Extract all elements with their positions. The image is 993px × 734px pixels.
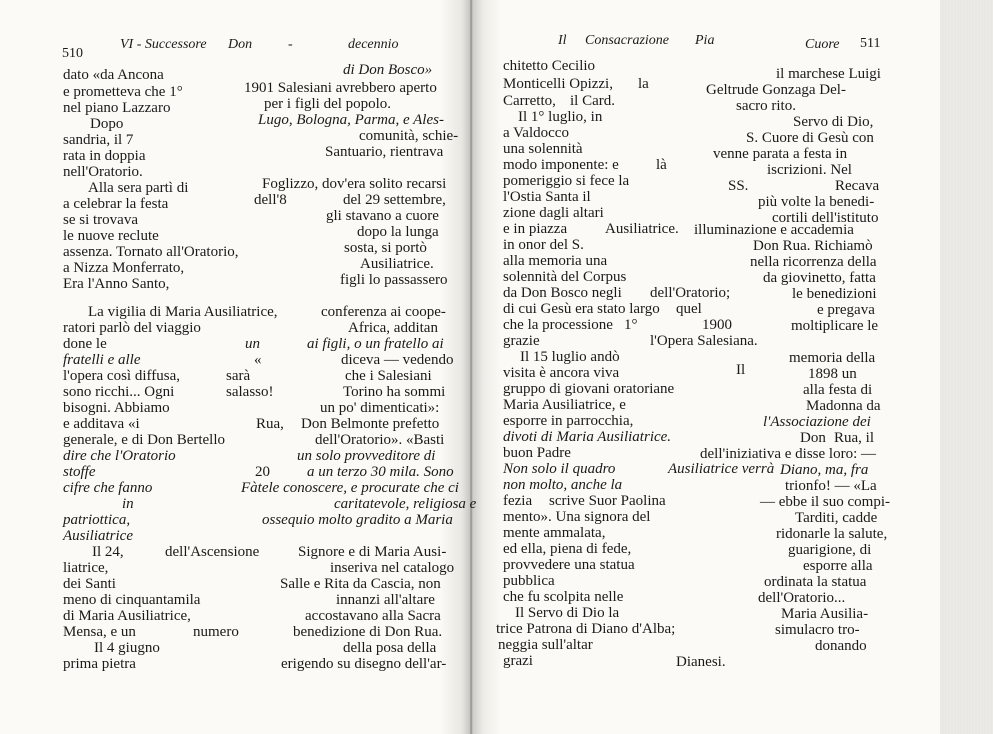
text-line: e prometteva che 1°: [63, 84, 183, 100]
text-line: rata in doppia: [63, 148, 146, 164]
text-line: dell'8: [254, 192, 287, 208]
text-line: ed ella, piena di fede,: [503, 541, 632, 557]
text-line: che fu scolpita nelle: [503, 589, 624, 605]
running-header: Pia: [695, 33, 715, 48]
text-line: Era l'Anno Santo,: [63, 276, 170, 292]
text-line: dire che l'Oratorio: [63, 448, 176, 464]
text-line: Foglizzo, dov'era solito recarsi: [262, 176, 447, 192]
text-line: 1°: [624, 317, 638, 333]
text-line: Rua, il: [834, 430, 874, 446]
running-header: decennio: [348, 37, 399, 52]
text-line: patriottica,: [63, 512, 131, 528]
text-line: quel: [676, 301, 702, 317]
text-line: a celebrar la festa: [63, 196, 169, 212]
text-line: nel piano Lazzaro: [63, 100, 171, 116]
text-line: liatrice,: [63, 560, 109, 576]
text-line: generale, e di Don Bertello: [63, 432, 226, 448]
text-line: se si trovava: [63, 212, 138, 228]
text-line: Il: [736, 362, 746, 378]
text-line: di Maria Ausiliatrice,: [63, 608, 191, 624]
text-line: nella ricorrenza della: [750, 254, 877, 270]
text-line: caritatevole, religiosa e: [334, 496, 477, 512]
text-line: solennità del Corpus: [503, 269, 627, 285]
text-line: Monticelli Opizzi,: [503, 76, 613, 92]
text-line: l'Ostia Santa il: [503, 189, 591, 205]
text-line: Fàtele conoscere, e procurate che ci: [241, 480, 459, 496]
text-line: Ausiliatrice.: [605, 221, 679, 237]
text-line: mente ammalata,: [503, 525, 606, 541]
text-line: Ausiliatrice.: [360, 256, 434, 272]
text-line: alla festa di: [803, 382, 873, 398]
text-line: ridonarle la salute,: [776, 526, 888, 542]
text-line: Don Rua. Richiamò: [753, 238, 873, 254]
text-line: benedizione di Don Rua.: [293, 624, 443, 640]
text-line: Maria Ausiliatrice, e: [503, 397, 626, 413]
text-line: prima pietra: [63, 656, 136, 672]
text-line: di cui Gesù era stato largo: [503, 301, 660, 317]
text-line: diceva — vedendo: [341, 352, 454, 368]
text-line: che i Salesiani: [345, 368, 432, 384]
text-line: gli stavano a cuore: [326, 208, 439, 224]
text-line: 1900: [702, 317, 732, 333]
text-line: sandria, il 7: [63, 132, 134, 148]
text-line: Recava: [835, 178, 880, 194]
text-line: sono ricchi... Ogni: [63, 384, 175, 400]
running-header: -: [288, 37, 293, 52]
text-line: sarà: [226, 368, 251, 384]
text-line: a Nizza Monferrato,: [63, 260, 185, 276]
text-line: Don: [800, 430, 826, 446]
text-line: fratelli e alle: [63, 352, 141, 368]
text-line: dell'Oratorio...: [758, 590, 846, 606]
text-line: non molto, anche la: [503, 477, 623, 493]
text-line: conferenza ai coope-: [321, 304, 446, 320]
text-line: memoria della: [789, 350, 876, 366]
text-line: dato «da Ancona: [63, 67, 164, 83]
text-line: gruppo di giovani oratoriane: [503, 381, 675, 397]
text-line: ratori parlò del viaggio: [63, 320, 201, 336]
text-line: Torino ha sommi: [343, 384, 446, 400]
text-line: Alla sera partì di: [88, 180, 189, 196]
text-line: Ausiliatrice verrà: [668, 461, 775, 477]
text-line: moltiplicare le: [791, 318, 879, 334]
text-line: che la processione: [503, 317, 613, 333]
text-line: buon Padre: [503, 445, 571, 461]
running-header: Il: [558, 33, 567, 48]
text-line: e additava «i: [63, 416, 140, 432]
text-line: un solo provveditore di: [297, 448, 436, 464]
text-line: Il Servo di Dio la: [515, 605, 620, 621]
text-line: dei Santi: [63, 576, 116, 592]
text-line: per i figli del popolo.: [264, 96, 392, 112]
text-line: pubblica: [503, 573, 555, 589]
text-line: Diano, ma, fra: [780, 462, 869, 478]
text-line: dell'Ascensione: [165, 544, 260, 560]
running-header: VI - Successore: [120, 37, 207, 52]
text-line: 1898 un: [808, 366, 857, 382]
page-edges: [940, 0, 993, 734]
text-line: meno di cinquantamila: [63, 592, 201, 608]
text-line: a un terzo 30 mila. Sono: [307, 464, 454, 480]
text-line: l'opera così diffusa,: [63, 368, 180, 384]
text-line: la: [638, 76, 649, 92]
text-line: salasso!: [226, 384, 274, 400]
text-line: ossequio molto gradito a Maria: [262, 512, 453, 528]
text-line: dell'Oratorio». «Basti: [315, 432, 445, 448]
text-line: le nuove reclute: [63, 228, 159, 244]
text-line: provvedere una statua: [503, 557, 635, 573]
text-line: Il 24,: [92, 544, 124, 560]
text-line: in onor del S.: [503, 237, 584, 253]
text-line: iscrizioni. Nel: [767, 162, 852, 178]
text-line: chitetto Cecilio: [503, 58, 596, 74]
text-line: il marchese Luigi: [776, 66, 881, 82]
text-line: Tarditi, cadde: [795, 510, 878, 526]
text-line: e pregava: [817, 302, 875, 318]
text-line: 1901 Salesiani avrebbero aperto: [244, 80, 437, 96]
text-line: della posa della: [343, 640, 437, 656]
text-line: grazi: [503, 653, 533, 669]
text-line: Africa, additan: [348, 320, 438, 336]
text-line: Maria Ausilia-: [781, 606, 869, 622]
text-line: un po' dimenticati»:: [320, 400, 440, 416]
text-line: Il 4 giugno: [94, 640, 160, 656]
text-line: fezia: [503, 493, 533, 509]
text-line: assenza. Tornato all'Oratorio,: [63, 244, 239, 260]
text-line: done le: [63, 336, 107, 352]
text-line: le benedizioni: [792, 286, 877, 302]
text-line: esporre alla: [803, 558, 873, 574]
text-line: trionfo! — «La: [785, 478, 877, 494]
text-line: Non solo il quadro: [503, 461, 616, 477]
running-header: Cuore: [805, 37, 840, 52]
text-line: — ebbe il suo compi-: [760, 494, 890, 510]
text-line: 20: [255, 464, 270, 480]
text-line: venne parata a festa in: [713, 146, 848, 162]
text-line: Signore e di Maria Ausi-: [298, 544, 447, 560]
text-line: grazie: [503, 333, 540, 349]
text-line: del 29 settembre,: [343, 192, 446, 208]
page-number: 510: [62, 46, 83, 61]
text-line: S. Cuore di Gesù con: [746, 130, 874, 146]
text-line: esporre in parrocchia,: [503, 413, 634, 429]
text-line: Lugo, Bologna, Parma, e Ales-: [258, 112, 444, 128]
text-line: cifre che fanno: [63, 480, 153, 496]
text-line: Madonna da: [806, 398, 881, 414]
text-line: di Don Bosco»: [343, 62, 433, 78]
text-line: Rua,: [256, 416, 284, 432]
text-line: Il 15 luglio andò: [520, 349, 620, 365]
text-line: Il 1° luglio, in: [518, 109, 603, 125]
text-line: SS.: [728, 178, 749, 194]
text-line: una solennità: [503, 141, 583, 157]
text-line: Mensa, e un: [63, 624, 136, 640]
text-line: donando: [815, 638, 867, 654]
text-line: visita è ancora viva: [503, 365, 620, 381]
text-line: a Valdocco: [503, 125, 569, 141]
text-line: ordinata la statua: [764, 574, 867, 590]
text-line: simulacro tro-: [775, 622, 860, 638]
text-line: divoti di Maria Ausiliatrice.: [503, 429, 672, 445]
text-line: Dopo: [90, 116, 124, 132]
text-line: inseriva nel catalogo: [330, 560, 455, 576]
text-line: Salle e Rita da Cascia, non: [280, 576, 441, 592]
text-line: stoffe: [63, 464, 96, 480]
text-line: ai figli, o un fratello ai: [307, 336, 444, 352]
text-line: guarigione, di: [788, 542, 872, 558]
text-line: bisogni. Abbiamo: [63, 400, 170, 416]
text-line: erigendo su disegno dell'ar-: [281, 656, 447, 672]
text-line: accostavano alla Sacra: [305, 608, 441, 624]
text-line: il Card.: [570, 93, 615, 109]
text-line: La vigilia di Maria Ausiliatrice,: [88, 304, 278, 320]
text-line: là: [656, 157, 667, 173]
text-line: modo imponente: e: [503, 157, 619, 173]
text-line: trice Patrona di Diano d'Alba;: [496, 621, 676, 637]
text-line: Dianesi.: [676, 654, 726, 670]
text-line: Geltrude Gonzaga Del-: [706, 82, 846, 98]
text-line: sosta, si portò: [344, 240, 427, 256]
text-line: l'Associazione dei: [763, 414, 871, 430]
text-line: figli lo passassero: [340, 272, 448, 288]
text-line: scrive Suor Paolina: [549, 493, 666, 509]
text-line: «: [254, 352, 262, 368]
text-line: Carretto,: [503, 93, 556, 109]
text-line: e in piazza: [503, 221, 568, 237]
text-line: l'Opera Salesiana.: [650, 333, 758, 349]
text-line: cortili dell'istituto: [772, 210, 879, 226]
text-line: pomeriggio si fece la: [503, 173, 630, 189]
text-line: zione dagli altari: [503, 205, 604, 221]
text-line: neggia sull'altar: [498, 637, 593, 653]
text-line: nell'Oratorio.: [63, 164, 143, 180]
text-line: illuminazione e accademia: [694, 222, 854, 238]
text-line: da giovinetto, fatta: [763, 270, 876, 286]
text-line: dell'iniziativa e disse loro: —: [700, 446, 876, 462]
running-header: Consacrazione: [585, 33, 669, 48]
text-line: mento». Una signora del: [503, 509, 651, 525]
text-line: numero: [193, 624, 239, 640]
text-line: da Don Bosco negli: [503, 285, 622, 301]
text-line: Santuario, rientrava: [325, 144, 444, 160]
text-line: sacro rito.: [736, 98, 796, 114]
text-line: comunità, schie-: [359, 128, 459, 144]
text-line: un: [245, 336, 260, 352]
text-line: dell'Oratorio;: [650, 285, 731, 301]
text-line: dopo la lunga: [357, 224, 439, 240]
running-header: Don: [228, 37, 253, 52]
text-line: Servo di Dio,: [793, 114, 874, 130]
text-line: Don Belmonte prefetto: [301, 416, 440, 432]
text-line: alla memoria una: [503, 253, 608, 269]
text-line: più volte la benedi-: [758, 194, 875, 210]
text-line: in: [122, 496, 134, 512]
page-number: 511: [860, 36, 881, 51]
text-line: Ausiliatrice: [63, 528, 133, 544]
text-line: innanzi all'altare: [336, 592, 435, 608]
